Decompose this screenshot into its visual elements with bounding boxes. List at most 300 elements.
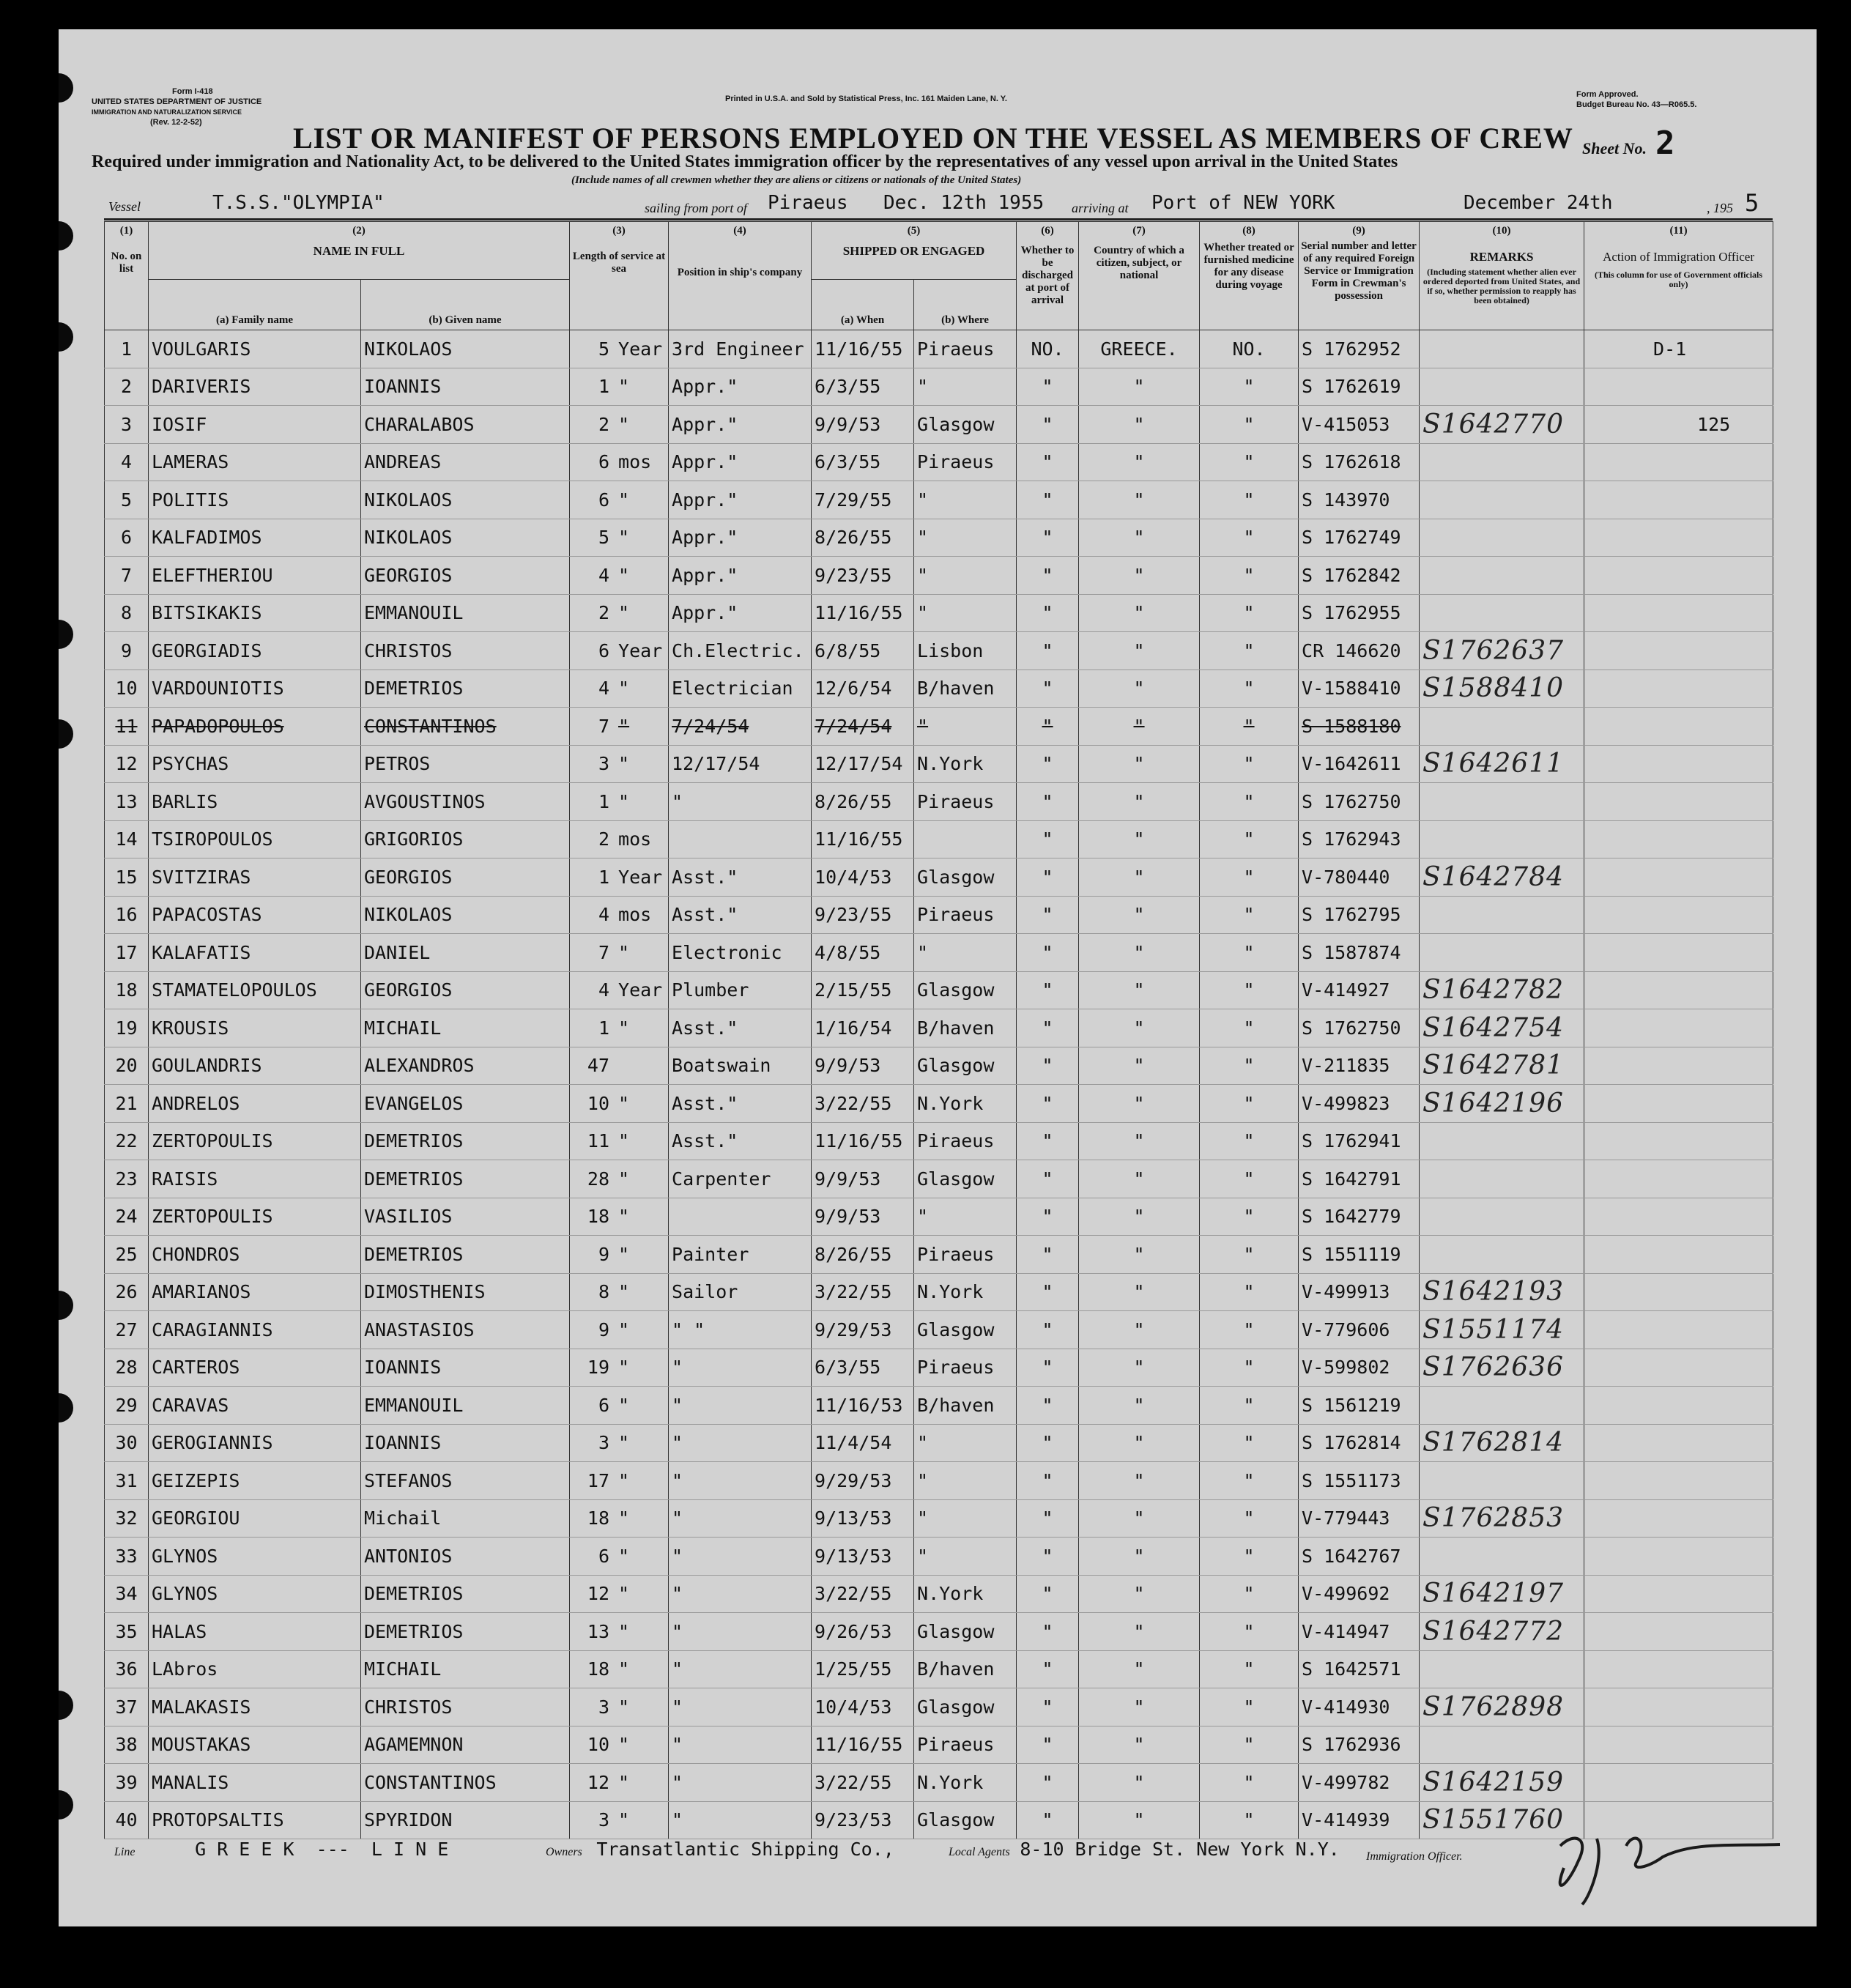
cell-text: "	[1042, 489, 1053, 511]
cell-action	[1584, 632, 1773, 670]
cell-family	[149, 594, 361, 632]
cell-med	[1200, 330, 1299, 368]
cell-med	[1200, 368, 1299, 406]
cell-remark	[1420, 934, 1584, 972]
cell-disch	[1017, 1009, 1079, 1047]
cell-text: "	[1042, 1620, 1053, 1642]
cell-country	[1079, 330, 1200, 368]
service-length: 18	[587, 1507, 610, 1529]
cell-text: S 1551173	[1302, 1469, 1401, 1491]
cell-text: "	[1042, 413, 1053, 435]
cell-text: S 1762618	[1302, 451, 1401, 473]
cell-text: PAPACOSTAS	[152, 904, 262, 926]
cell-disch	[1017, 1688, 1079, 1726]
cell-family	[149, 1085, 361, 1123]
cell-action	[1584, 1273, 1773, 1311]
sheet-label: Sheet No.	[1582, 139, 1647, 157]
cell-len	[570, 1613, 669, 1651]
cell-action	[1584, 783, 1773, 821]
cell-country	[1079, 1650, 1200, 1688]
crew-row	[105, 1726, 1773, 1764]
cell-text: "	[1042, 639, 1053, 661]
cell-text: "	[1133, 1809, 1145, 1831]
cell-given	[361, 971, 570, 1009]
col-given-name: (b) Given name	[361, 280, 570, 330]
cell-text: POLITIS	[152, 489, 229, 511]
service-length: 5	[598, 527, 610, 549]
cell-when	[812, 1387, 914, 1425]
cell-disch	[1017, 519, 1079, 557]
cell-text: "	[1243, 527, 1255, 549]
cell-pos	[669, 1273, 812, 1311]
cell-text: "	[1243, 1357, 1255, 1379]
cell-when	[812, 1009, 914, 1047]
cell-text: "	[1042, 1771, 1053, 1793]
cell-text: "	[1133, 1092, 1145, 1114]
crew-row	[105, 1122, 1773, 1160]
cell-no	[105, 1009, 149, 1047]
cell-text: Appr."	[672, 451, 738, 473]
arriving-port: Port of NEW YORK	[1151, 192, 1335, 214]
arriving-date: December 24th	[1464, 192, 1613, 214]
cell-family	[149, 1160, 361, 1198]
year-digit: 5	[1745, 189, 1759, 217]
cell-text: "	[1243, 1771, 1255, 1793]
cell-text: TSIROPOULOS	[152, 828, 273, 850]
cell-where	[914, 708, 1017, 746]
service-length: 6	[598, 451, 610, 473]
crew-row	[105, 858, 1773, 897]
cell-text: "	[672, 1469, 683, 1491]
cell-text: 12	[115, 753, 138, 775]
cell-no	[105, 1236, 149, 1274]
cell-country	[1079, 1499, 1200, 1538]
cell-when	[812, 1349, 914, 1387]
cell-text: GEORGIOS	[364, 979, 453, 1001]
cell-text: "	[1243, 1658, 1255, 1680]
cell-text: B/haven	[917, 678, 995, 700]
cell-given	[361, 1688, 570, 1726]
cell-text: "	[1133, 1545, 1145, 1567]
cell-pos	[669, 896, 812, 934]
form-header-left	[92, 86, 311, 127]
handwritten-remark: S1551174	[1422, 1314, 1565, 1345]
cell-text: 14	[115, 828, 138, 850]
cell-text: 9/13/53	[815, 1507, 892, 1529]
service: IMMIGRATION AND NATURALIZATION SERVICE	[92, 108, 242, 116]
cell-text: "	[1042, 564, 1053, 586]
cell-text: V-779443	[1302, 1507, 1390, 1529]
cell-family	[149, 670, 361, 708]
cell-text: MICHAIL	[364, 1017, 442, 1039]
cell-when	[812, 632, 914, 670]
cell-action	[1584, 1122, 1773, 1160]
cell-text: BARLIS	[152, 790, 218, 812]
cell-text: SVITZIRAS	[152, 866, 251, 888]
cell-remark	[1420, 1236, 1584, 1274]
service-length: 6	[598, 1394, 610, 1416]
cell-remark	[1420, 481, 1584, 519]
cell-text: "	[1133, 1130, 1145, 1152]
punch-hole	[59, 1291, 73, 1320]
page-subtitle: Required under immigration and Nationality Act, to be delivered to the United States immigration officer by the representatives of any vessel upon arrival in the United States	[92, 152, 1398, 171]
cell-disch	[1017, 783, 1079, 821]
cell-family	[149, 1726, 361, 1764]
cell-len	[570, 443, 669, 481]
sheet-value: 2	[1655, 125, 1675, 162]
cell-given	[361, 1349, 570, 1387]
cell-text: 35	[115, 1620, 138, 1642]
cell-text: Appr."	[672, 413, 738, 435]
cell-text: S 1762619	[1302, 376, 1401, 398]
cell-text: "	[1243, 376, 1255, 398]
agents-label: Local Agents	[949, 1846, 1010, 1858]
cell-text: S 1762941	[1302, 1130, 1401, 1152]
cell-disch	[1017, 971, 1079, 1009]
cell-action	[1584, 1311, 1773, 1349]
cell-text: ANDRELOS	[152, 1092, 240, 1114]
cell-family	[149, 1122, 361, 1160]
service-length: 4	[598, 678, 610, 700]
cell-when	[812, 745, 914, 783]
service-unit: "	[618, 1206, 630, 1228]
cell-text: "	[1042, 828, 1053, 850]
service-length: 18	[587, 1658, 610, 1680]
cell-text: N.York	[917, 1092, 984, 1114]
cell-med	[1200, 443, 1299, 481]
cell-text: CARTEROS	[152, 1357, 240, 1379]
cell-text: EMMANOUIL	[364, 602, 464, 624]
cell-pos	[669, 557, 812, 595]
cell-text: 19	[115, 1017, 138, 1039]
cell-text: NIKOLAOS	[364, 338, 453, 360]
cell-text: Electrician	[672, 678, 793, 700]
cell-text: KALAFATIS	[152, 941, 251, 963]
revision: (Rev. 12-2-52)	[150, 118, 202, 127]
cell-where	[914, 1160, 1017, 1198]
cell-text: "	[917, 1545, 929, 1567]
cell-text: "	[1133, 1168, 1145, 1190]
service-length: 11	[587, 1130, 610, 1152]
cell-text: "	[1243, 1734, 1255, 1756]
cell-where	[914, 858, 1017, 897]
cell-text: 4/8/55	[815, 941, 881, 963]
crew-row	[105, 1085, 1773, 1123]
line-label: Line	[114, 1846, 136, 1858]
cell-len	[570, 1575, 669, 1613]
cell-med	[1200, 632, 1299, 670]
cell-no	[105, 519, 149, 557]
cell-text: "	[1133, 790, 1145, 812]
cell-text: HALAS	[152, 1620, 207, 1642]
cell-text: 33	[115, 1545, 138, 1567]
cell-when	[812, 406, 914, 444]
cell-len	[570, 934, 669, 972]
cell-text: "	[1042, 979, 1053, 1001]
cell-text: CHONDROS	[152, 1243, 240, 1265]
cell-disch	[1017, 557, 1079, 595]
cell-len	[570, 368, 669, 406]
cell-where	[914, 557, 1017, 595]
cell-country	[1079, 745, 1200, 783]
cell-action	[1584, 1650, 1773, 1688]
cell-text: "	[1133, 753, 1145, 775]
cell-family	[149, 934, 361, 972]
cell-text: GEORGIOU	[152, 1507, 240, 1529]
cell-serial	[1299, 557, 1420, 595]
service-unit: "	[618, 753, 630, 775]
cell-where	[914, 1085, 1017, 1123]
cell-action	[1584, 330, 1773, 368]
cell-text: 11/16/55	[815, 1130, 903, 1152]
cell-action	[1584, 557, 1773, 595]
cell-where	[914, 632, 1017, 670]
cell-pos	[669, 1575, 812, 1613]
cell-len	[570, 1387, 669, 1425]
service-length: 47	[587, 1055, 610, 1077]
service-unit: "	[618, 527, 630, 549]
cell-text: RAISIS	[152, 1168, 218, 1190]
officer-label: Immigration Officer.	[1366, 1850, 1463, 1863]
cell-med	[1200, 1499, 1299, 1538]
cell-family	[149, 1650, 361, 1688]
cell-serial	[1299, 1009, 1420, 1047]
punch-hole	[59, 73, 73, 103]
cell-country	[1079, 594, 1200, 632]
cell-when	[812, 1575, 914, 1613]
cell-family	[149, 1688, 361, 1726]
cell-family	[149, 858, 361, 897]
cell-text: IOANNIS	[364, 376, 442, 398]
cell-text: 11/16/55	[815, 338, 903, 360]
cell-text: CARAVAS	[152, 1394, 229, 1416]
cell-text: "	[1243, 564, 1255, 586]
cell-disch	[1017, 1801, 1079, 1839]
col-position: (4) Position in ship's company	[669, 222, 812, 330]
cell-text: "	[1133, 715, 1145, 737]
cell-text: PETROS	[364, 753, 431, 775]
cell-text: "	[1243, 904, 1255, 926]
handwritten-remark: S1762853	[1422, 1503, 1565, 1534]
cell-text: Electronic	[672, 941, 782, 963]
cell-no	[105, 745, 149, 783]
cell-text: 31	[115, 1469, 138, 1491]
cell-disch	[1017, 708, 1079, 746]
service-unit: "	[618, 1318, 630, 1340]
cell-len	[570, 632, 669, 670]
handwritten-remark: S1642193	[1422, 1277, 1565, 1308]
cell-disch	[1017, 1613, 1079, 1651]
cell-text: 25	[115, 1243, 138, 1265]
cell-text: "	[672, 1771, 683, 1793]
service-unit: "	[618, 1130, 630, 1152]
cell-text: 40	[115, 1809, 138, 1831]
cell-where	[914, 1047, 1017, 1085]
cell-action	[1584, 406, 1773, 444]
cell-pos	[669, 368, 812, 406]
cell-pos	[669, 1764, 812, 1802]
service-unit: "	[618, 564, 630, 586]
cell-text: "	[917, 1507, 929, 1529]
service-length: 4	[598, 904, 610, 926]
cell-text: V-414930	[1302, 1696, 1390, 1718]
cell-family	[149, 896, 361, 934]
cell-text: S 1588180	[1302, 715, 1401, 737]
cell-text: STEFANOS	[364, 1469, 453, 1491]
cell-text: ANASTASIOS	[364, 1318, 475, 1340]
cell-len	[570, 1764, 669, 1802]
service-length: 2	[598, 602, 610, 624]
cell-text: "	[1133, 1243, 1145, 1265]
cell-action	[1584, 670, 1773, 708]
cell-med	[1200, 1613, 1299, 1651]
col-no: (1) No. on list	[105, 222, 149, 330]
cell-country	[1079, 1462, 1200, 1500]
cell-text: V-499823	[1302, 1092, 1390, 1114]
cell-remark	[1420, 1575, 1584, 1613]
handwritten-remark: S1642784	[1422, 861, 1565, 892]
cell-text: 38	[115, 1734, 138, 1756]
cell-med	[1200, 1462, 1299, 1500]
cell-remark	[1420, 1311, 1584, 1349]
service-unit: "	[618, 413, 630, 435]
service-unit: "	[618, 1583, 630, 1605]
form-approved-text: Form Approved.	[1576, 90, 1639, 99]
cell-serial	[1299, 1801, 1420, 1839]
crew-row	[105, 1311, 1773, 1349]
cell-given	[361, 896, 570, 934]
cell-text: Asst."	[672, 866, 738, 888]
cell-text: MALAKASIS	[152, 1696, 251, 1718]
cell-text: LAMERAS	[152, 451, 229, 473]
cell-no	[105, 1726, 149, 1764]
cell-text: Piraeus	[917, 1357, 995, 1379]
crew-row	[105, 1538, 1773, 1576]
cell-given	[361, 519, 570, 557]
cell-when	[812, 481, 914, 519]
crew-row	[105, 670, 1773, 708]
cell-len	[570, 1009, 669, 1047]
cell-text: CHRISTOS	[364, 1696, 453, 1718]
cell-text: 30	[115, 1432, 138, 1454]
cell-text: "	[672, 1545, 683, 1567]
cell-len	[570, 1538, 669, 1576]
cell-country	[1079, 1801, 1200, 1839]
cell-action	[1584, 971, 1773, 1009]
cell-text: 11/16/53	[815, 1394, 903, 1416]
cell-text: 8/26/55	[815, 1243, 892, 1265]
cell-no	[105, 1424, 149, 1462]
service-length: 12	[587, 1583, 610, 1605]
cell-serial	[1299, 594, 1420, 632]
cell-given	[361, 1122, 570, 1160]
service-unit: "	[618, 1017, 630, 1039]
handwritten-remark: S1762814	[1422, 1428, 1565, 1458]
cell-where	[914, 1349, 1017, 1387]
cell-text: 9/23/55	[815, 564, 892, 586]
cell-text: 8	[120, 602, 133, 624]
cell-text: GOULANDRIS	[152, 1055, 262, 1077]
cell-country	[1079, 368, 1200, 406]
cell-text: S 1762749	[1302, 527, 1401, 549]
cell-text: GEORGIADIS	[152, 639, 262, 661]
cell-text: S 1642571	[1302, 1658, 1401, 1680]
cell-text: 11/16/55	[815, 1734, 903, 1756]
cell-text: 1/16/54	[815, 1017, 892, 1039]
cell-remark	[1420, 1424, 1584, 1462]
punch-hole	[59, 221, 73, 251]
cell-pos	[669, 1236, 812, 1274]
cell-family	[149, 1538, 361, 1576]
cell-country	[1079, 443, 1200, 481]
cell-pos	[669, 1499, 812, 1538]
cell-remark	[1420, 519, 1584, 557]
cell-text: 26	[115, 1281, 138, 1303]
cell-pos	[669, 1085, 812, 1123]
cell-text: BITSIKAKIS	[152, 602, 262, 624]
cell-text: "	[917, 715, 929, 737]
cell-text: 10/4/53	[815, 866, 892, 888]
cell-serial	[1299, 783, 1420, 821]
cell-pos	[669, 1122, 812, 1160]
crew-rows	[105, 330, 1773, 1839]
service-unit: "	[618, 602, 630, 624]
cell-when	[812, 1613, 914, 1651]
cell-given	[361, 670, 570, 708]
service-length: 5	[598, 338, 610, 360]
cell-pos	[669, 519, 812, 557]
cell-text: IOANNIS	[364, 1432, 442, 1454]
cell-text: "	[917, 1206, 929, 1228]
handwritten-remark: S1762636	[1422, 1352, 1565, 1383]
cell-text: "	[1133, 828, 1145, 850]
cell-family	[149, 406, 361, 444]
cell-serial	[1299, 1236, 1420, 1274]
cell-text: Glasgow	[917, 413, 995, 435]
line-value: G R E E K --- L I N E	[195, 1839, 449, 1860]
cell-text: Appr."	[672, 527, 738, 549]
cell-text: 125	[1697, 413, 1731, 435]
cell-when	[812, 896, 914, 934]
cell-med	[1200, 820, 1299, 858]
col-medicine: (8) Whether treated or furnished medicine for any disease during voyage	[1200, 222, 1299, 330]
cell-text: S 1762936	[1302, 1734, 1401, 1756]
cell-len	[570, 1801, 669, 1839]
cell-text: KROUSIS	[152, 1017, 229, 1039]
cell-no	[105, 1801, 149, 1839]
cell-action	[1584, 1726, 1773, 1764]
cell-no	[105, 820, 149, 858]
service-unit: "	[618, 1092, 630, 1114]
cell-text: "	[1042, 1696, 1053, 1718]
cell-when	[812, 1764, 914, 1802]
cell-text: 3/22/55	[815, 1771, 892, 1793]
cell-disch	[1017, 632, 1079, 670]
cell-serial	[1299, 896, 1420, 934]
page-title: LIST OR MANIFEST OF PERSONS EMPLOYED ON THE VESSEL AS MEMBERS OF CREW	[293, 122, 1573, 155]
cell-pos	[669, 1424, 812, 1462]
cell-when	[812, 1198, 914, 1236]
cell-pos	[669, 858, 812, 897]
service-length: 12	[587, 1771, 610, 1793]
cell-pos	[669, 406, 812, 444]
cell-text: "	[1243, 753, 1255, 775]
manifest-page	[59, 29, 1817, 1926]
cell-text: 27	[115, 1318, 138, 1340]
cell-pos	[669, 1047, 812, 1085]
service-length: 7	[598, 941, 610, 963]
cell-where	[914, 1575, 1017, 1613]
